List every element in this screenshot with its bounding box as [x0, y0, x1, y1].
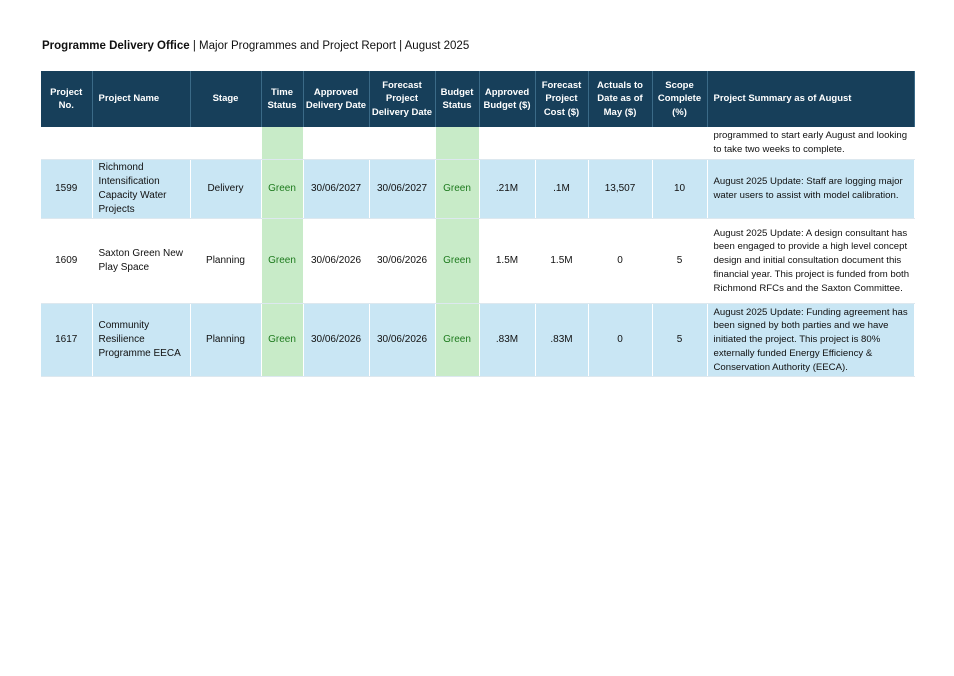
forecast-cost: .1M [535, 160, 588, 219]
header-approved-delivery-date: Approved Delivery Date [303, 71, 369, 127]
project-stage: Delivery [190, 160, 261, 219]
budget-status: Green [435, 160, 479, 219]
table-cell [41, 127, 92, 160]
report-title [42, 40, 469, 52]
project-stage: Planning [190, 304, 261, 377]
table-cell [652, 127, 707, 160]
header-forecast-cost: Forecast Project Cost ($) [535, 71, 588, 127]
approved-budget: .83M [479, 304, 535, 377]
budget-status-cell [435, 127, 479, 160]
table-cell [190, 127, 261, 160]
time-status: Green [261, 304, 303, 377]
table-row-continuation [41, 127, 914, 160]
report-title-subtitle: | Major Programmes and Project Report | August 2025 [189, 40, 470, 52]
report-title-office: Programme Delivery Office [42, 40, 190, 52]
actuals-to-date: 13,507 [588, 160, 652, 219]
project-name: Richmond Intensification Capacity Water Projects [92, 160, 190, 219]
header-time-status: Time Status [261, 71, 303, 127]
budget-status: Green [435, 219, 479, 304]
project-summary: August 2025 Update: Staff are logging major water users to assist with model calibration. [707, 160, 914, 219]
time-status-cell [261, 127, 303, 160]
table-row [41, 219, 914, 304]
project-report-table [41, 71, 915, 377]
header-summary: Project Summary as of August [707, 71, 914, 127]
approved-delivery-date: 30/06/2026 [303, 219, 369, 304]
header-forecast-delivery-date: Forecast Project Delivery Date [369, 71, 435, 127]
actuals-to-date: 0 [588, 219, 652, 304]
project-summary: August 2025 Update: Funding agreement has been signed by both parties and we have initiated the project. This project is 80% externally funded Energy Efficiency & Conservation Authority (EECA). [707, 304, 914, 377]
header-approved-budget: Approved Budget ($) [479, 71, 535, 127]
project-no: 1599 [41, 160, 92, 219]
forecast-delivery-date: 30/06/2026 [369, 304, 435, 377]
approved-delivery-date: 30/06/2026 [303, 304, 369, 377]
approved-delivery-date: 30/06/2027 [303, 160, 369, 219]
header-project-name: Project Name [92, 71, 190, 127]
project-summary: August 2025 Update: A design consultant has been engaged to provide a high level concept design and initial consultation document this financial year. This project is funded from both Richmond RFCs and the Saxton Committee. [707, 219, 914, 304]
project-no: 1617 [41, 304, 92, 377]
scope-complete: 5 [652, 304, 707, 377]
header-row [41, 71, 914, 127]
project-name: Saxton Green New Play Space [92, 219, 190, 304]
project-stage: Planning [190, 219, 261, 304]
table-cell [588, 127, 652, 160]
table-row [41, 304, 914, 377]
table-cell [479, 127, 535, 160]
approved-budget: 1.5M [479, 219, 535, 304]
forecast-cost: .83M [535, 304, 588, 377]
table-cell [303, 127, 369, 160]
project-no: 1609 [41, 219, 92, 304]
table-cell [369, 127, 435, 160]
header-budget-status: Budget Status [435, 71, 479, 127]
actuals-to-date: 0 [588, 304, 652, 377]
scope-complete: 5 [652, 219, 707, 304]
table-cell [92, 127, 190, 160]
time-status: Green [261, 219, 303, 304]
header-scope-complete: Scope Complete (%) [652, 71, 707, 127]
scope-complete: 10 [652, 160, 707, 219]
forecast-delivery-date: 30/06/2026 [369, 219, 435, 304]
header-project-no: Project No. [41, 71, 92, 127]
table-cell [535, 127, 588, 160]
budget-status: Green [435, 304, 479, 377]
header-stage: Stage [190, 71, 261, 127]
header-actuals: Actuals to Date as of May ($) [588, 71, 652, 127]
summary-continuation: programmed to start early August and looking to take two weeks to complete. [707, 127, 914, 160]
forecast-delivery-date: 30/06/2027 [369, 160, 435, 219]
table-row [41, 160, 914, 219]
forecast-cost: 1.5M [535, 219, 588, 304]
project-name: Community Resilience Programme EECA [92, 304, 190, 377]
time-status: Green [261, 160, 303, 219]
approved-budget: .21M [479, 160, 535, 219]
